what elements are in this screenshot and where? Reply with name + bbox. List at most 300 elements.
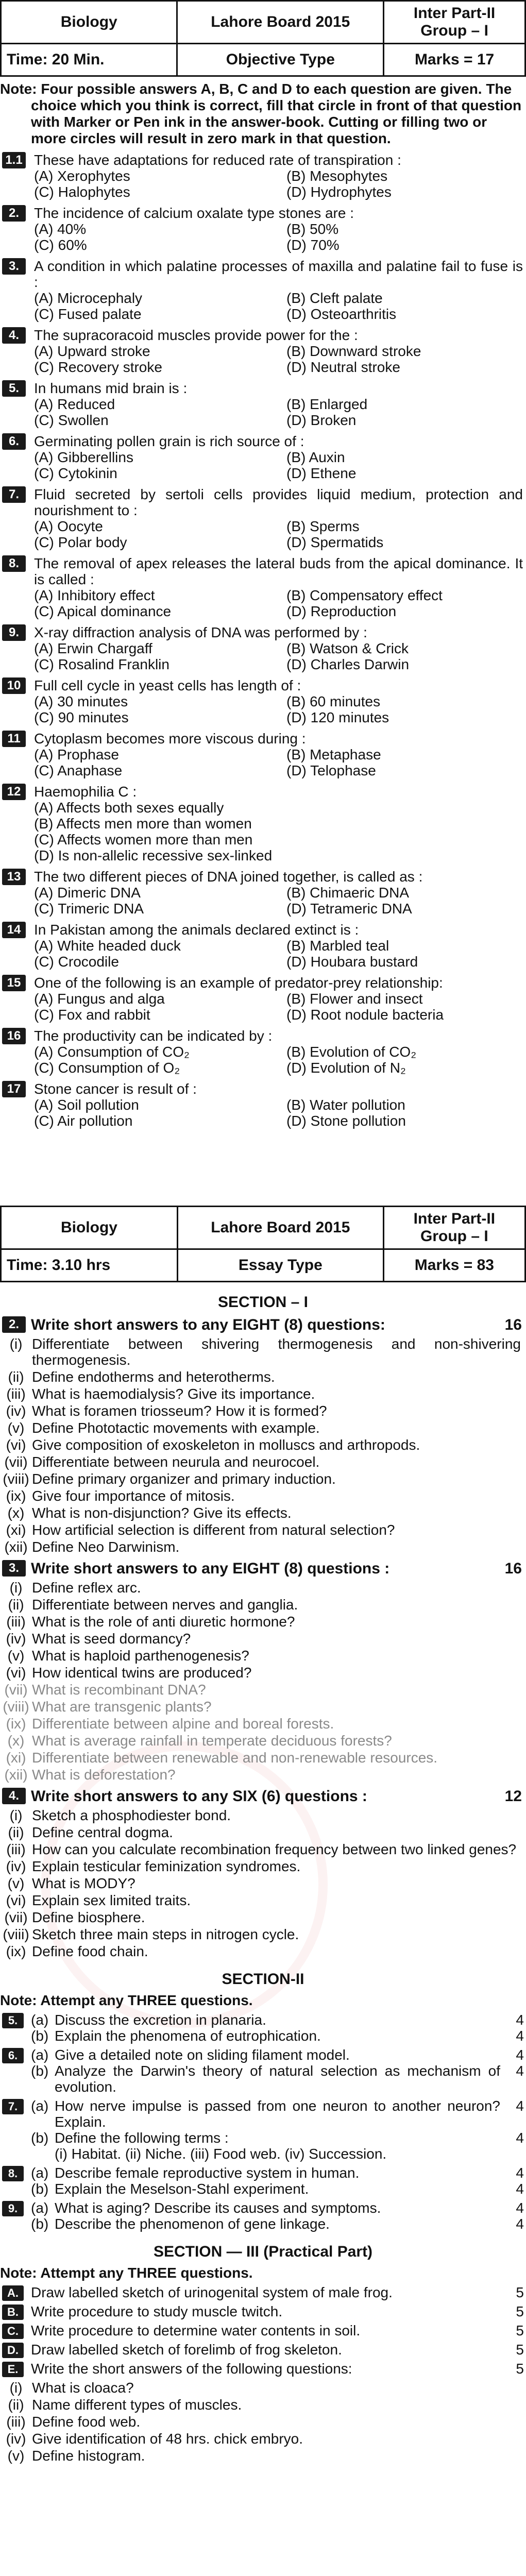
roman-numeral: (v) (7, 2448, 25, 2464)
option: (B) Affects men more than women (34, 816, 252, 832)
option: (B) Auxin (286, 449, 345, 465)
option: (C) Apical dominance (34, 603, 172, 619)
mcq-item (0, 433, 523, 481)
item-text: Differentiate between shivering thermogenesis and non-shivering thermogenesis. (32, 1336, 521, 1368)
option: (B) Downward stroke (286, 343, 421, 359)
question-text: Full cell cycle in yeast cells has length of : (34, 677, 301, 693)
part-text: Describe female reproductive system in human. (55, 2165, 360, 2181)
option: (A) Upward stroke (34, 343, 150, 359)
part-marks: 4 (516, 2012, 524, 2028)
option: (C) Rosalind Franklin (34, 656, 169, 672)
roman-numeral: (x) (7, 1733, 25, 1749)
short-question-item (0, 1892, 526, 1908)
mcq-item (0, 624, 523, 672)
item-text: What is foramen triosseum? How it is formed? (32, 1403, 327, 1419)
option: (A) 40% (34, 221, 87, 237)
long-question-part (31, 2028, 526, 2044)
options (34, 449, 523, 481)
short-question-item (0, 1807, 526, 1823)
short-question-heading (0, 1316, 522, 1334)
question-number: 8. (2, 2166, 24, 2181)
item-text: Define food web. (32, 2414, 141, 2430)
part-marks: 4 (516, 2047, 524, 2063)
practical-marks: 5 (516, 2361, 524, 2377)
long-question-part (31, 2063, 526, 2095)
section-3-note: Note: Attempt any THREE questions. (0, 2265, 253, 2281)
option: (D) Neutral stroke (286, 359, 400, 375)
roman-numeral: (ix) (6, 1488, 26, 1504)
option: (B) Sperms (286, 518, 360, 534)
mcq-item (0, 731, 523, 778)
item-text: Differentiate between neurula and neurocoel. (32, 1454, 320, 1470)
short-question-item (0, 1386, 526, 1402)
mcq-item (0, 975, 523, 1023)
subject: Biology (1, 1207, 178, 1249)
short-question-heading (0, 1560, 522, 1578)
time: Time: 20 Min. (1, 44, 177, 76)
roman-numeral: (viii) (3, 1471, 29, 1487)
roman-numeral: (x) (7, 1505, 25, 1521)
option: (C) 90 minutes (34, 709, 129, 725)
option: (D) 70% (286, 237, 340, 253)
part-marks: 4 (516, 2216, 524, 2232)
essay-paper (0, 1206, 526, 2465)
option: (D) Charles Darwin (286, 656, 410, 672)
option: (A) Fungus and alga (34, 991, 165, 1007)
short-question-item (0, 1631, 526, 1647)
option: (D) Tetrameric DNA (286, 901, 412, 917)
option: (B) Compensatory effect (286, 587, 443, 603)
part-group: Inter Part-II Group – I (383, 1207, 525, 1249)
mcq-item (0, 380, 523, 428)
roman-numeral: (ii) (8, 1597, 24, 1613)
short-question-q4 (0, 1788, 526, 1959)
practical-question (0, 2303, 526, 2319)
practical-text: Write procedure to study muscle twitch. (31, 2303, 283, 2319)
part-label: (a) (31, 2012, 49, 2028)
question-letter: B. (2, 2304, 24, 2320)
question-text: The removal of apex releases the lateral buds from the apical dominance. It is called : (34, 555, 523, 587)
options (34, 747, 523, 778)
short-question-q2 (0, 1316, 526, 1555)
long-question-part (31, 2047, 526, 2063)
part-text: What is aging? Describe its causes and symptoms. (55, 2200, 381, 2216)
question-number: 2. (2, 1316, 26, 1333)
option: (C) Fused palate (34, 306, 142, 322)
practical-sub-item (0, 2448, 526, 2464)
long-question-part (31, 2130, 526, 2146)
board: Lahore Board 2015 (177, 1, 384, 44)
part-marks: 4 (516, 2165, 524, 2181)
roman-numeral: (xii) (4, 1539, 28, 1555)
question-number: 9. (2, 2201, 24, 2216)
option: (A) Prophase (34, 747, 119, 762)
practical-sub-item (0, 2431, 526, 2447)
short-question-item (0, 1539, 526, 1555)
short-question-item (0, 1750, 526, 1766)
part-marks (500, 2146, 526, 2162)
short-question-item (0, 1369, 526, 1385)
option: (A) Xerophytes (34, 168, 130, 184)
question-letter: E. (2, 2362, 24, 2377)
mcq-item (0, 1028, 523, 1076)
question-number: 5. (2, 2013, 24, 2028)
item-text: What are transgenic plants? (32, 1699, 212, 1715)
part-label (31, 2146, 55, 2162)
option: (C) Fox and rabbit (34, 1007, 150, 1023)
practical-questions (0, 2284, 526, 2464)
option: (A) White headed duck (34, 938, 181, 954)
short-question-item (0, 1858, 526, 1874)
objective-header (0, 0, 526, 77)
options (34, 518, 523, 550)
option: (B) Mesophytes (286, 168, 388, 184)
option: (C) 60% (34, 237, 87, 253)
question-number: 9. (2, 624, 26, 641)
question-number: 17 (2, 1081, 26, 1097)
short-question-q3 (0, 1560, 526, 1783)
part-marks: 4 (516, 2098, 524, 2114)
item-text: Define reflex arc. (32, 1580, 141, 1596)
long-question-part (31, 2200, 526, 2216)
option: (C) Consumption of O₂ (34, 1060, 180, 1076)
option: (D) Ethene (286, 465, 357, 481)
part-label: (a) (31, 2047, 49, 2063)
option: (B) Chimaeric DNA (286, 885, 410, 901)
question-number: 5. (2, 380, 26, 397)
option: (A) Microcephaly (34, 290, 143, 306)
option: (A) 30 minutes (34, 693, 128, 709)
part-text: How nerve impulse is passed from one neuron to another neuron? Explain. (55, 2098, 500, 2130)
item-text: What is seed dormancy? (32, 1631, 191, 1647)
short-question-item (0, 1505, 526, 1521)
roman-numeral: (xi) (6, 1522, 26, 1538)
options (34, 168, 523, 200)
item-text: What is deforestation? (32, 1767, 176, 1783)
option: (D) Stone pollution (286, 1113, 406, 1129)
part-text: Describe the phenomenon of gene linkage. (55, 2216, 330, 2232)
option: (D) Root nodule bacteria (286, 1007, 444, 1023)
roman-numeral: (i) (9, 1580, 23, 1596)
part-label: (b) (31, 2063, 49, 2079)
long-question (0, 2165, 526, 2197)
question-text: Germinating pollen grain is rich source of : (34, 433, 304, 449)
roman-numeral: (ii) (8, 1824, 24, 1840)
question-number: 3. (2, 1560, 26, 1577)
question-text: In Pakistan among the animals declared extinct is : (34, 922, 359, 938)
mcq-item (0, 327, 523, 375)
practical-text: Draw labelled sketch of forelimb of frog skeleton. (31, 2342, 342, 2358)
question-number: 8. (2, 555, 26, 572)
option: (B) Cleft palate (286, 290, 383, 306)
mcq-item (0, 1081, 523, 1129)
option: (B) 60 minutes (286, 693, 381, 709)
mcq-item (0, 555, 523, 619)
options (34, 800, 523, 863)
mcq-item (0, 152, 523, 200)
item-text: Differentiate between renewable and non-renewable resources. (32, 1750, 438, 1766)
practical-row (31, 2284, 526, 2300)
options (34, 885, 523, 917)
short-question-item (0, 1841, 526, 1857)
marks: Marks = 17 (384, 44, 525, 76)
short-question-item (0, 1909, 526, 1925)
roman-numeral: (ii) (8, 1369, 24, 1385)
practical-marks: 5 (516, 2323, 524, 2338)
part-label: (b) (31, 2216, 49, 2232)
question-letter: C. (2, 2324, 24, 2339)
practical-question (0, 2342, 526, 2358)
roman-numeral: (vi) (6, 1437, 26, 1453)
question-text: A condition in which palatine processes of maxilla and palatine fail to fuse is : (34, 258, 523, 290)
roman-numeral: (iii) (6, 1841, 26, 1857)
item-text: Explain sex limited traits. (32, 1892, 191, 1908)
mcq-item (0, 258, 523, 322)
roman-numeral: (v) (7, 1420, 25, 1436)
option: (B) Metaphase (286, 747, 381, 762)
item-text: Differentiate between nerves and ganglia. (32, 1597, 298, 1613)
mcq-item (0, 205, 523, 253)
option: (B) Watson & Crick (286, 640, 409, 656)
roman-numeral: (xi) (6, 1750, 26, 1766)
option: (A) Oocyte (34, 518, 103, 534)
option: (A) Dimeric DNA (34, 885, 141, 901)
option: (D) Reproduction (286, 603, 397, 619)
short-question-item (0, 1699, 526, 1715)
option: (A) Consumption of CO₂ (34, 1044, 190, 1060)
part-marks: 4 (516, 2200, 524, 2216)
option: (D) Osteoarthritis (286, 306, 397, 322)
question-text: The productivity can be indicated by : (34, 1028, 273, 1044)
item-text: Define biosphere. (32, 1909, 145, 1925)
heading-text: Write short answers to any EIGHT (8) questions: (31, 1316, 385, 1333)
short-question-item (0, 1926, 526, 1942)
item-text: How artificial selection is different from natural selection? (32, 1522, 395, 1538)
short-question-item (0, 1875, 526, 1891)
part-label: (b) (31, 2130, 49, 2146)
mcq-item (0, 869, 523, 917)
item-text: Define Phototactic movements with example. (32, 1420, 320, 1436)
question-number: 7. (2, 2099, 24, 2114)
board: Lahore Board 2015 (177, 1207, 383, 1249)
part-text: (i) Habitat. (ii) Niche. (iii) Food web. (iv) Succession. (55, 2146, 387, 2162)
practical-question (0, 2361, 526, 2377)
item-text: Sketch a phosphodiester bond. (32, 1807, 231, 1823)
options (34, 396, 523, 428)
options (34, 1097, 523, 1129)
practical-marks: 5 (516, 2284, 524, 2300)
practical-sub-item (0, 2397, 526, 2413)
option: (B) Flower and insect (286, 991, 423, 1007)
long-question-part (31, 2181, 526, 2197)
part-text: Give a detailed note on sliding filament model. (55, 2047, 350, 2063)
practical-sub-item (0, 2380, 526, 2396)
option: (B) Enlarged (286, 396, 368, 412)
options (34, 991, 523, 1023)
item-text: What is cloaca? (32, 2380, 134, 2396)
part-label: (a) (31, 2165, 49, 2181)
short-question-item (0, 1767, 526, 1783)
section-2-title: SECTION-II (222, 1971, 304, 1988)
option: (D) Is non-allelic recessive sex-linked (34, 848, 273, 863)
question-number: 1.1 (2, 152, 26, 168)
long-question-part (31, 2012, 526, 2028)
question-text: In humans mid brain is : (34, 380, 188, 396)
roman-numeral: (iv) (6, 1403, 26, 1419)
option: (C) Swollen (34, 412, 109, 428)
paper-type: Essay Type (177, 1249, 383, 1282)
short-question-item (0, 1665, 526, 1681)
part-label: (b) (31, 2181, 49, 2197)
question-letter: A. (2, 2285, 24, 2301)
question-number: 2. (2, 205, 26, 222)
long-question-part (31, 2216, 526, 2232)
practical-text: Draw labelled sketch of urinogenital system of male frog. (31, 2284, 393, 2300)
practical-sub-item (0, 2414, 526, 2430)
option: (D) Telophase (286, 762, 376, 778)
options (34, 640, 523, 672)
options (34, 1044, 523, 1076)
item-text: What is MODY? (32, 1875, 135, 1891)
question-text: X-ray diffraction analysis of DNA was performed by : (34, 624, 367, 640)
roman-numeral: (vii) (4, 1909, 28, 1925)
item-text: Differentiate between alpine and boreal forests. (32, 1716, 334, 1732)
part-text: Analyze the Darwin's theory of natural selection as mechanism of evolution. (55, 2063, 500, 2095)
option: (D) 120 minutes (286, 709, 389, 725)
short-question-item (0, 1336, 526, 1368)
long-question (0, 2047, 526, 2095)
part-text: Define the following terms : (55, 2130, 229, 2146)
short-questions (0, 1316, 526, 1959)
question-letter: D. (2, 2343, 24, 2358)
marks: 16 (504, 1316, 522, 1333)
practical-row (31, 2323, 526, 2338)
heading-text: Write short answers to any SIX (6) questions : (31, 1788, 367, 1805)
marks: 12 (504, 1788, 522, 1805)
short-question-item (0, 1471, 526, 1487)
item-text: Define primary organizer and primary induction. (32, 1471, 336, 1487)
marks: 16 (504, 1560, 522, 1577)
essay-header (0, 1206, 526, 1282)
option: (B) Water pollution (286, 1097, 405, 1113)
marks: Marks = 83 (383, 1249, 525, 1282)
roman-numeral: (i) (9, 1336, 23, 1352)
part-text: Explain the phenomena of eutrophication. (55, 2028, 321, 2044)
section-3-title: SECTION — III (Practical Part) (153, 2243, 373, 2260)
subject: Biology (1, 1, 177, 44)
options (34, 290, 523, 322)
mcq-item (0, 486, 523, 550)
practical-question (0, 2323, 526, 2338)
roman-numeral: (iii) (6, 1386, 26, 1402)
short-question-item (0, 1716, 526, 1732)
option: (C) Air pollution (34, 1113, 133, 1129)
short-question-heading (0, 1788, 522, 1805)
option: (B) Evolution of CO₂ (286, 1044, 417, 1060)
question-number: 16 (2, 1028, 26, 1044)
question-number: 6. (2, 433, 26, 450)
part-label: (a) (31, 2200, 49, 2216)
item-text: Define food chain. (32, 1943, 148, 1959)
item-text: What is average rainfall in temperate deciduous forests? (32, 1733, 392, 1749)
option: (C) Polar body (34, 534, 127, 550)
roman-numeral: (i) (9, 2380, 23, 2396)
part-group: Inter Part-II Group – I (384, 1, 525, 44)
question-number: 15 (2, 975, 26, 991)
mcq-list (0, 152, 526, 1129)
question-number: 14 (2, 922, 26, 938)
option: (D) Spermatids (286, 534, 384, 550)
roman-numeral: (ix) (6, 1716, 26, 1732)
question-text: Haemophilia C : (34, 784, 137, 800)
option: (B) Marbled teal (286, 938, 389, 954)
part-label: (a) (31, 2098, 49, 2114)
short-question-item (0, 1522, 526, 1538)
roman-numeral: (vi) (6, 1665, 26, 1681)
item-text: Give four importance of mitosis. (32, 1488, 235, 1504)
roman-numeral: (viii) (3, 1699, 29, 1715)
item-text: What is haemodialysis? Give its importance. (32, 1386, 315, 1402)
option: (D) Hydrophytes (286, 184, 392, 200)
option: (A) Inhibitory effect (34, 587, 155, 603)
item-text: Sketch three main steps in nitrogen cycle. (32, 1926, 299, 1942)
option: (D) Broken (286, 412, 357, 428)
long-question-part (31, 2165, 526, 2181)
option: (C) Cytokinin (34, 465, 117, 481)
option: (C) Recovery stroke (34, 359, 162, 375)
question-number: 3. (2, 258, 26, 275)
question-number: 4. (2, 327, 26, 344)
roman-numeral: (vii) (4, 1454, 28, 1470)
question-text: Cytoplasm becomes more viscous during : (34, 731, 306, 747)
question-number: 11 (2, 731, 26, 747)
option: (A) Soil pollution (34, 1097, 139, 1113)
options (34, 587, 523, 619)
option: (D) Houbara bustard (286, 954, 418, 970)
section-1-title: SECTION – I (217, 1294, 309, 1311)
item-text: What is recombinant DNA? (32, 1682, 206, 1698)
roman-numeral: (iii) (6, 1614, 26, 1630)
practical-row (31, 2303, 526, 2319)
option: (A) Affects both sexes equally (34, 800, 224, 816)
item-text: Define endotherms and heterotherms. (32, 1369, 275, 1385)
question-text: The incidence of calcium oxalate type stones are : (34, 205, 354, 221)
short-question-item (0, 1648, 526, 1664)
option: (C) Affects women more than men (34, 832, 253, 848)
practical-marks: 5 (516, 2303, 524, 2319)
part-marks: 4 (516, 2181, 524, 2197)
item-text: What is the role of anti diuretic hormone? (32, 1614, 295, 1630)
long-question-part (31, 2146, 526, 2162)
roman-numeral: (v) (7, 1648, 25, 1664)
short-question-item (0, 1614, 526, 1630)
part-text: Discuss the excretion in planaria. (55, 2012, 266, 2028)
mcq-item (0, 784, 523, 863)
short-question-item (0, 1943, 526, 1959)
long-question (0, 2200, 526, 2232)
question-text: One of the following is an example of predator-prey relationship: (34, 975, 443, 991)
item-text: What is non-disjunction? Give its effects. (32, 1505, 292, 1521)
part-text: Explain the Meselson-Stahl experiment. (55, 2181, 309, 2197)
roman-numeral: (i) (9, 1807, 23, 1823)
practical-question (0, 2284, 526, 2300)
question-text: The two different pieces of DNA joined together, is called as : (34, 869, 423, 885)
roman-numeral: (xii) (4, 1767, 28, 1783)
long-question-part (31, 2098, 526, 2130)
item-text: What is haploid parthenogenesis? (32, 1648, 249, 1664)
question-text: Fluid secreted by sertoli cells provides liquid medium, protection and nourishment to : (34, 486, 523, 518)
roman-numeral: (ii) (8, 2397, 24, 2413)
